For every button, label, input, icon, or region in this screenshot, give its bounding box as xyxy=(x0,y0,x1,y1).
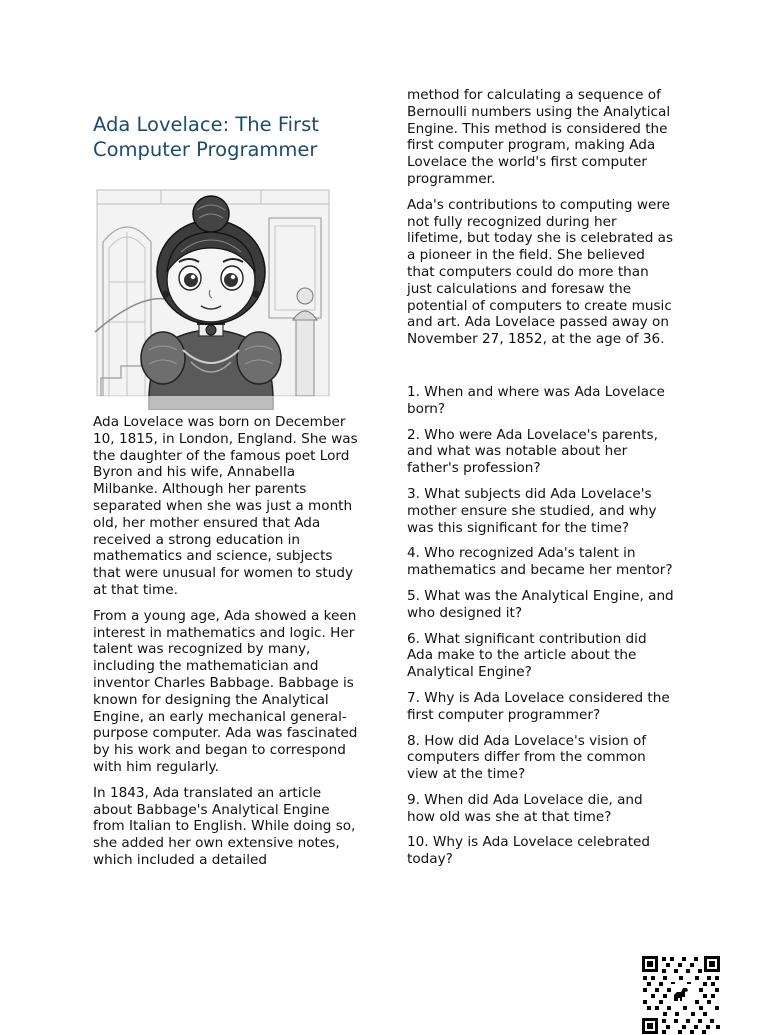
question-item: 7. Why is Ada Lovelace considered the first computer programmer? xyxy=(407,689,670,723)
question-item: 10. Why is Ada Lovelace celebrated today? xyxy=(407,834,651,868)
question-list xyxy=(407,384,675,868)
article-paragraph: method for calculating a sequence of Bernoulli numbers using the Analytical Engine. This method is considered the first computer program, making Ada Lovelace the world's first computer programmer. xyxy=(407,87,671,187)
ada-lovelace-portrait-image xyxy=(91,182,335,410)
page-title: Ada Lovelace: The First Computer Programmer xyxy=(93,113,319,161)
question-item: 8. How did Ada Lovelace's vision of computers differ from the common view at the time? xyxy=(407,732,647,783)
question-item: 9. When did Ada Lovelace die, and how old was she at that time? xyxy=(407,791,643,825)
question-item: 2. Who were Ada Lovelace's parents, and what was notable about her father's profession? xyxy=(407,426,658,477)
article-paragraph: Ada Lovelace was born on December 10, 1815, in London, England. She was the daughter of the famous poet Lord Byron and his wife, Annabella Milbanke. Although her parents separated when she was just a month old, her mother ensured that Ada received a strong education in mathematics and science, subjects that were unusual for women to study at that time. xyxy=(93,414,358,598)
right-column xyxy=(407,87,675,877)
question-item: 1. When and where was Ada Lovelace born? xyxy=(407,383,665,417)
question-item: 5. What was the Analytical Engine, and who designed it? xyxy=(407,587,674,621)
question-item: 3. What subjects did Ada Lovelace's mother ensure she studied, and why was this significant for the time? xyxy=(407,485,657,536)
qr-code-icon xyxy=(641,955,721,1035)
question-item: 4. Who recognized Ada's talent in mathematics and became her mentor? xyxy=(407,545,673,579)
article-paragraph: From a young age, Ada showed a keen interest in mathematics and logic. Her talent was recognized by many, including the mathematician and inventor Charles Babbage. Babbage is known for designing the Analytical Engine, an early mechanical general-purpose computer. Ada was fascinated by his work and began to correspond with him regularly. xyxy=(93,607,358,775)
question-item: 6. What significant contribution did Ada make to the article about the Analytical Engine? xyxy=(407,630,647,681)
article-paragraph: Ada's contributions to computing were not fully recognized during her lifetime, but today she is celebrated as a pioneer in the field. She believed that computers could do more than just calculations and foresaw the potential of computers to create music and art. Ada Lovelace passed away on November 27, 1852, at the age of 36. xyxy=(407,196,674,348)
left-column xyxy=(93,113,361,878)
article-paragraph: In 1843, Ada translated an article about Babbage's Analytical Engine from Italian to English. While doing so, she added her own extensive notes, which included a detailed xyxy=(93,784,356,868)
